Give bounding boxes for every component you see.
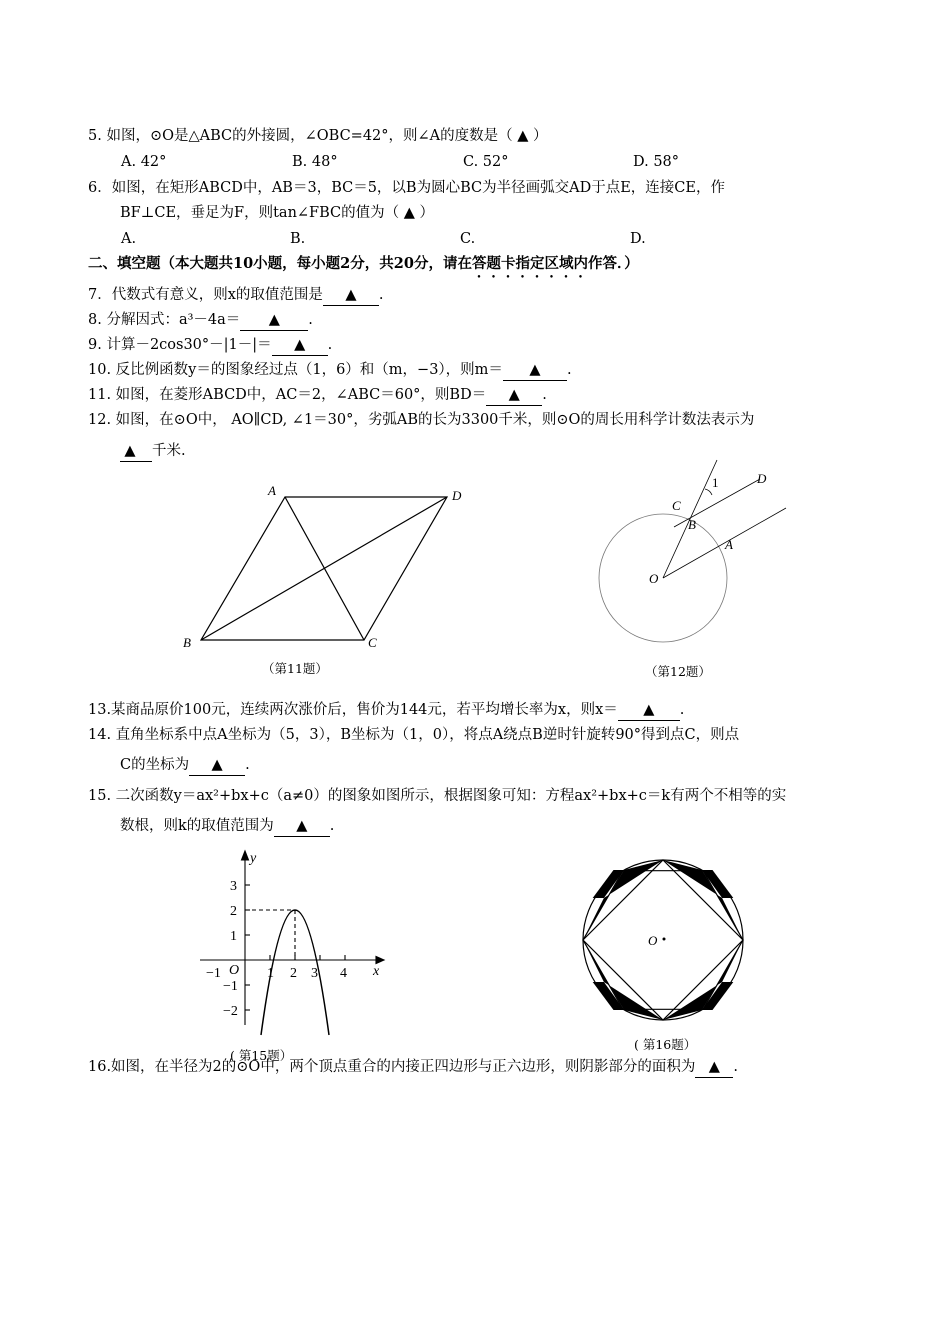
q7-text: 7．代数式有意义，则x的取值范围是 (88, 287, 323, 303)
q13-post: . (679, 702, 685, 718)
q6-option-b: B. (290, 231, 306, 247)
q13 (88, 700, 684, 721)
q5-option-a: A. 42° (121, 154, 167, 170)
fig15-axis-x: x (373, 964, 380, 979)
q12-post: 千米. (152, 443, 186, 459)
q6-option-d: D. (630, 231, 646, 247)
fig12-label-a: A (725, 537, 733, 552)
fig15-xtick: 4 (340, 966, 347, 981)
q15-text: 数根，则k的取值范围为 (120, 818, 274, 834)
answer-blank: ▲ (323, 285, 379, 306)
q16-text: 16.如图，在半径为2的⊙O中，两个顶点重合的内接正四边形与正六边形，则阴影部分的面积为 (88, 1059, 696, 1075)
fig15-xtick: 3 (311, 966, 318, 981)
q5-option-d: D. 58° (633, 154, 680, 170)
q9-text: 9. 计算－2cos30°－|1－|＝ (88, 337, 272, 353)
fig11-caption: （第11题） (262, 661, 328, 676)
answer-blank: ▲ (695, 1057, 733, 1078)
fig15-xtick: −1 (206, 966, 221, 981)
fig11-label-b: B (183, 635, 191, 650)
fig16-caption: ( 第16题） (634, 1037, 697, 1052)
q9-post: . (327, 337, 333, 353)
q11-text: 11. 如图，在菱形ABCD中，AC＝2，∠ABC＝60°，则BD＝ (88, 387, 487, 403)
q12-line1: 12. 如图，在⊙O中， AO∥CD, ∠1＝30°，劣弧AB的长为3300千米，则⊙O的周长用科学计数法表示为 (88, 412, 755, 428)
q16 (88, 1057, 738, 1078)
fig15-ytick: 1 (230, 929, 237, 944)
fig12-caption: （第12题） (645, 664, 711, 679)
fig16-center-label: O (648, 933, 658, 948)
q10-post: . (566, 362, 572, 378)
q15-line2 (120, 816, 334, 837)
q5-option-b: B. 48° (292, 154, 338, 170)
answer-blank: ▲ (503, 360, 567, 381)
figure-12-circle (599, 460, 786, 642)
q6-option-a: A. (121, 231, 137, 247)
fig15-caption: ( 第15题） (230, 1048, 293, 1063)
fig15-ytick: 3 (230, 879, 237, 894)
q8-text: 8. 分解因式：a³－4a＝ (88, 312, 241, 328)
fig12-label-d: D (757, 471, 767, 486)
fig11-label-c: C (368, 635, 377, 650)
figure-15-graph (200, 851, 384, 1035)
q11-post: . (542, 387, 547, 403)
fig12-label-b: B (688, 517, 696, 532)
q15-line1: 15. 二次函数y＝ax²+bx+c（a≠0）的图象如图所示，根据图象可知：方程ax²+bx+c＝k有两个不相等的实 (88, 788, 787, 804)
q5-option-c: C. 52° (463, 154, 509, 170)
q13-text: 13.某商品原价100元，连续两次涨价后，售价为144元，若平均增长率为x，则x＝ (88, 702, 618, 718)
q7-post: . (378, 287, 384, 303)
section2-suffix: 作答．） (587, 255, 639, 272)
answer-blank: ▲ (272, 335, 328, 356)
figure-16-circle (583, 860, 743, 1020)
fig11-label-a: A (268, 483, 276, 498)
q14-text: C的坐标为 (120, 757, 190, 773)
fig15-ytick: −1 (223, 979, 238, 994)
fig15-xtick: 2 (290, 966, 297, 981)
section2-dotted: 答题卡指定区域内 (471, 255, 588, 272)
q15-post: . (329, 818, 335, 834)
answer-blank: ▲ (618, 700, 680, 721)
answer-blank: ▲ (189, 755, 245, 776)
fig12-label-1: 1 (712, 475, 719, 490)
fig12-label-o: O (649, 571, 659, 586)
fig15-axis-y: y (250, 851, 257, 866)
section2-prefix: 二、填空题（本大题共10小题，每小题2分，共20分，请在 (88, 255, 472, 272)
fig15-ytick: −2 (223, 1004, 238, 1019)
q14-line1: 14. 直角坐标系中点A坐标为（5，3），B坐标为（1，0），将点A绕点B逆时针旋转90°得到点C，则点 (88, 727, 740, 743)
q16-post: . (733, 1059, 738, 1075)
q8-post: . (308, 312, 313, 328)
answer-blank: ▲ (240, 310, 308, 331)
q14-line2 (120, 755, 250, 776)
q14-post: . (245, 757, 250, 773)
fig12-label-c: C (672, 498, 681, 513)
answer-blank: ▲ (120, 441, 152, 462)
q5-text: 5. 如图，⊙O是△ABC的外接圆，∠OBC=42°，则∠A的度数是（ ▲ ） (88, 128, 548, 144)
q6-line1: 6．如图，在矩形ABCD中，AB＝3，BC＝5，以B为圆心BC为半径画弧交AD于点E，连接CE，作 (88, 180, 725, 196)
q6-line2: BF⊥CE，垂足为F，则tan∠FBC的值为（ ▲ ） (120, 205, 435, 221)
answer-blank: ▲ (274, 816, 330, 837)
fig15-xtick: 1 (267, 966, 274, 981)
q10-text: 10. 反比例函数y＝的图象经过点（1，6）和（m，−3），则m＝ (88, 362, 503, 378)
answer-blank: ▲ (486, 385, 542, 406)
fig15-origin: O (229, 963, 240, 978)
fig11-label-d: D (452, 488, 462, 503)
q6-option-c: C. (460, 231, 476, 247)
fig15-ytick: 2 (230, 904, 237, 919)
